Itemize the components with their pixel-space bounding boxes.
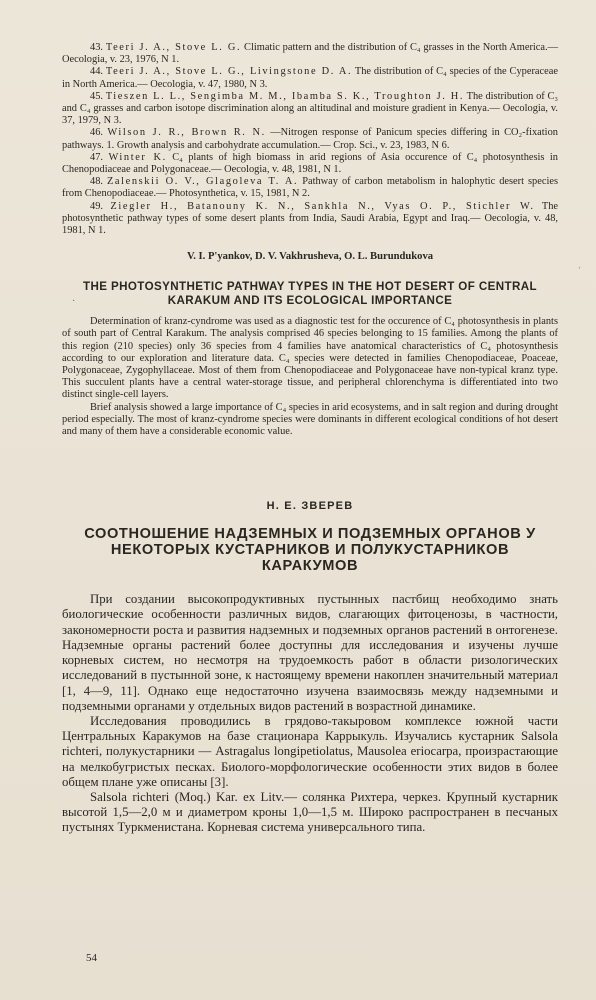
english-article-authors: V. I. P'yankov, D. V. Vakhrusheva, O. L. Burundukova [186,251,434,263]
english-article-title: THE PHOTOSYNTHETIC PATHWAY TYPES IN THE HOT DESERT OF CENTRAL KARAKUM AND ITS ECOLOGICAL IMPORTANCE [82,280,538,308]
reference-item: 43. Teeri J. A., Stove L. G. Climatic pattern and the distribution of C₄ grasses in the North America.— Oecologia, v. 23, 1976, N 1. [62,42,558,66]
reference-item: 49. Ziegler H., Batanouny K. N., Sankhla N., Vyas O. P., Stichler W. The photosynthetic pathway types of some desert plants from India, Saudi Arabia, Egypt and Iraq.— Oecologia, v. 48, 1981, N 1. [62,200,558,237]
reference-item: 46. Wilson J. R., Brown R. N. —Nitrogen response of Panicum species differing in CO₂-fixation pathways. 1. Growth analysis and carbohydrate accumulation.— Crop. Sci., v. 23, 1983, N 6. [62,127,558,151]
abstract-paragraph: Brief analysis showed a large importance of C₄ species in arid ecosystems, and in salt region and during drought period especially. The most of kranz-cyndrome species were dominants in different ecological conditions of hot desert and many of them have a considerable economic value. [62,401,558,438]
margin-mark-icon: · [72,296,76,307]
body-paragraph: При создании высокопродуктивных пустынных пастбищ необходимо знать биологические особенности различных видов, слагающих фитоценозы, в частности, закономерности роста и развития надземных и подземных органов растений в онтогенезе. Надземные органы растений более доступны для исследования и изучены лучше корневых систем, но несмотря на трудоемкость работ в области ризологических исследований в пустынной зоне, к настоящему времени накоплен значительный материал [1, 4—9, 11]. Однако еще недостаточно изучена взаимосвязь между надземными и подземными органами у отдельных видов растений в возрастной динамике. [62,592,558,713]
reference-item: 48. Zalenskii O. V., Glagoleva T. A. Pathway of carbon metabolism in halophytic desert species from Chenopodiaceae.— Photosynthetica, v. 15, 1981, N 2. [62,176,558,200]
russian-article-author: Н. Е. ЗВЕРЕВ [266,500,354,513]
reference-item: 45. Tieszen L. L., Sengimba M. M., Ibamba S. K., Troughton J. H. The distribution of C₃ and C₄ grasses and carbon isotope discrimination along an altitudinal and moisture gradient in Kenya.— Oecologia, v. 37, 1979, N 3. [62,90,558,127]
body-paragraph: Исследования проводились в грядово-такыровом комплексе южной части Центральных Каракумов на базе стационара Каррыкуль. Изучались кустарник Salsola richteri, полукустарники — Astragalus longipetiolatus, Mausolea eriocarpa, произрастающие на мелкобугристых песках. Биолого-морфологические особенности этих видов в более общем плане уже описаны [3]. [62,713,558,789]
reference-item: 47. Winter K. C₄ plants of high biomass in arid regions of Asia occurence of C₄ photosynthesis in Chenopodiaceae and Polygonaceae.— Oecologia, v. 48, 1981, N 1. [62,151,558,176]
english-abstract [62,316,558,438]
page-number: 54 [86,952,97,964]
margin-mark-icon: ˈ [578,266,582,277]
abstract-paragraph: Determination of kranz-cyndrome was used as a diagnostic test for the occurence of C₄ photosynthesis in plants of south part of Central Karakum. The analysis comprised 46 species belonging to 15 families. Among the plants of this region (210 species) only 36 species from 4 families have anatomical characteristics of C₄ photosynthesis according to our exploration and literature data. C₄ species were detected in families Chenopodiaceae, Poaceae, Polygonaceae, Zygophyllaceae. Most of them from Chenopodiaceae and Polygonaceae have non-typical kranz type. This succulent plants have a central water-storage tissue, and peripheral chlorenchyma is differentiated into two distinct single-cell layers. [62,316,558,401]
russian-article-body [62,592,558,835]
russian-article-title: СООТНОШЕНИЕ НАДЗЕМНЫХ И ПОДЗЕМНЫХ ОРГАНОВ У НЕКОТОРЫХ КУСТАРНИКОВ И ПОЛУКУСТАРНИКОВ КАРАКУМОВ [84,526,536,575]
body-paragraph: Salsola richteri (Moq.) Kar. ex Litv.— солянка Рихтера, черкез. Крупный кустарник высотой 1,5—2,0 м и диаметром кроны 1,0—1,5 м. Широко распространен в песчаных пустынях Туркменистана. Корневая система универсального типа. [62,789,558,835]
reference-item: 44. Teeri J. A., Stove L. G., Livingstone D. A. The distribution of C₄ species of the Cyperaceae in North America.— Oecologia, v. 47, 1980, N 3. [62,66,558,90]
reference-list [62,42,558,237]
